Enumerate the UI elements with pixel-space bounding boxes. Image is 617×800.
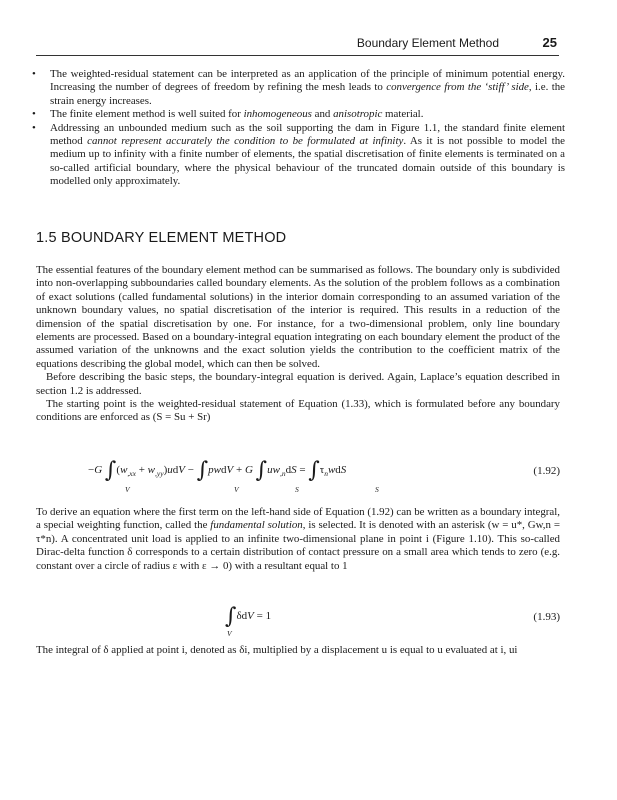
running-title: Boundary Element Method [356, 36, 499, 50]
equation-1-92: −G $\int(w_{,xx} + w_{,yy})udV$ − ∫pwdV + G $\int uw_{,n}dS = \int\tau_nwdS$ V V S S (1.92) [36, 454, 560, 494]
bullet-list [30, 68, 565, 189]
paragraph: The starting point is the weighted-residual statement of Equation (1.33), which is formulated before any boundary conditions are enforced as (S = Su + Sr) [36, 398, 560, 424]
section-heading: 1.5 BOUNDARY ELEMENT METHOD [36, 230, 287, 246]
list-item: • The weighted-residual statement can be interpreted as an application of the principle of minimum potential energy. Increasing the number of degrees of freedom by refining the mesh leads to convergence from the ‘stiff’ side, i.e. the strain energy increases. [32, 68, 565, 107]
bullet-icon: • [32, 121, 36, 134]
page-header [36, 29, 559, 56]
list-item: • Addressing an unbounded medium such as the soil supporting the dam in Figure 1.1, the standard finite element method cannot represent accurately the condition to be formulated at infinity. As it is not possible to model the medium up to infinity with a finite number of elements, the spatial discretisation of finite elements is terminated on a so-called artificial boundary, where the physical behaviour of the truncated domain outside of this boundary is modelled only approximately. [32, 121, 565, 188]
page-number: 25 [542, 35, 557, 50]
bullet-icon: • [32, 108, 36, 121]
equation-number: (1.93) [533, 611, 560, 623]
paragraph: The integral of δ applied at point i, denoted as δi, multiplied by a displacement u is equal to u evaluated at i, ui [36, 644, 518, 656]
equation-expression: −G $\int(w_{,xx} + w_{,yy})udV$ − ∫pwdV + G $\int uw_{,n}dS = \int\tau_nwdS$ [88, 458, 347, 483]
bullet-icon: • [32, 68, 36, 80]
section-body [36, 264, 560, 425]
paragraph: The essential features of the boundary element method can be summarised as follows. The boundary only is subdivided into non-overlapping subboundaries called boundary elements. As the solution of the problem follows as a combination of exact solutions (called fundamental solutions) in the interior domain corresponding to an assumed variation of the unknown boundary values, no spatial discretisation of the interior is required. This results in a reduction of the dimension of the spatial discretisation by one. For instance, for a two-dimensional problem, only line boundary elements are processed. Based on a boundary-integral equation integrating on each boundary element the product of the assumed variation of the unknowns and the exact solution yields the contribution to the coefficient matrix of the equations describing the global model, which can then be solved. [36, 264, 560, 370]
paragraph: To derive an equation where the first term on the left-hand side of Equation (1.92) can be written as a boundary integral, a special weighting function, called the fundamental solution, is selected. It is denoted with an asterisk (w = u*, Gw,n = τ*n). A concentrated unit load is applied to an infinite two-dimensional plane in point i (Figure 1.10). This so-called Dirac-delta function δ corresponds to a certain distribution of contact pressure on a small area which tends to zero (e.g. constant over a circle of radius ε with ε → 0) with a resultant equal to 1 [36, 506, 560, 572]
equation-expression: ∫δdV = 1 [225, 604, 272, 629]
equation-number: (1.92) [533, 465, 560, 477]
paragraph: Before describing the basic steps, the boundary-integral equation is derived. Again, Laplace’s equation described in section 1.2 is addressed. [36, 371, 560, 397]
list-item: • The finite element method is well suited for inhomogeneous and anisotropic material. [32, 108, 424, 121]
equation-1-93: ∫δdV = 1 V (1.93) [36, 600, 560, 640]
